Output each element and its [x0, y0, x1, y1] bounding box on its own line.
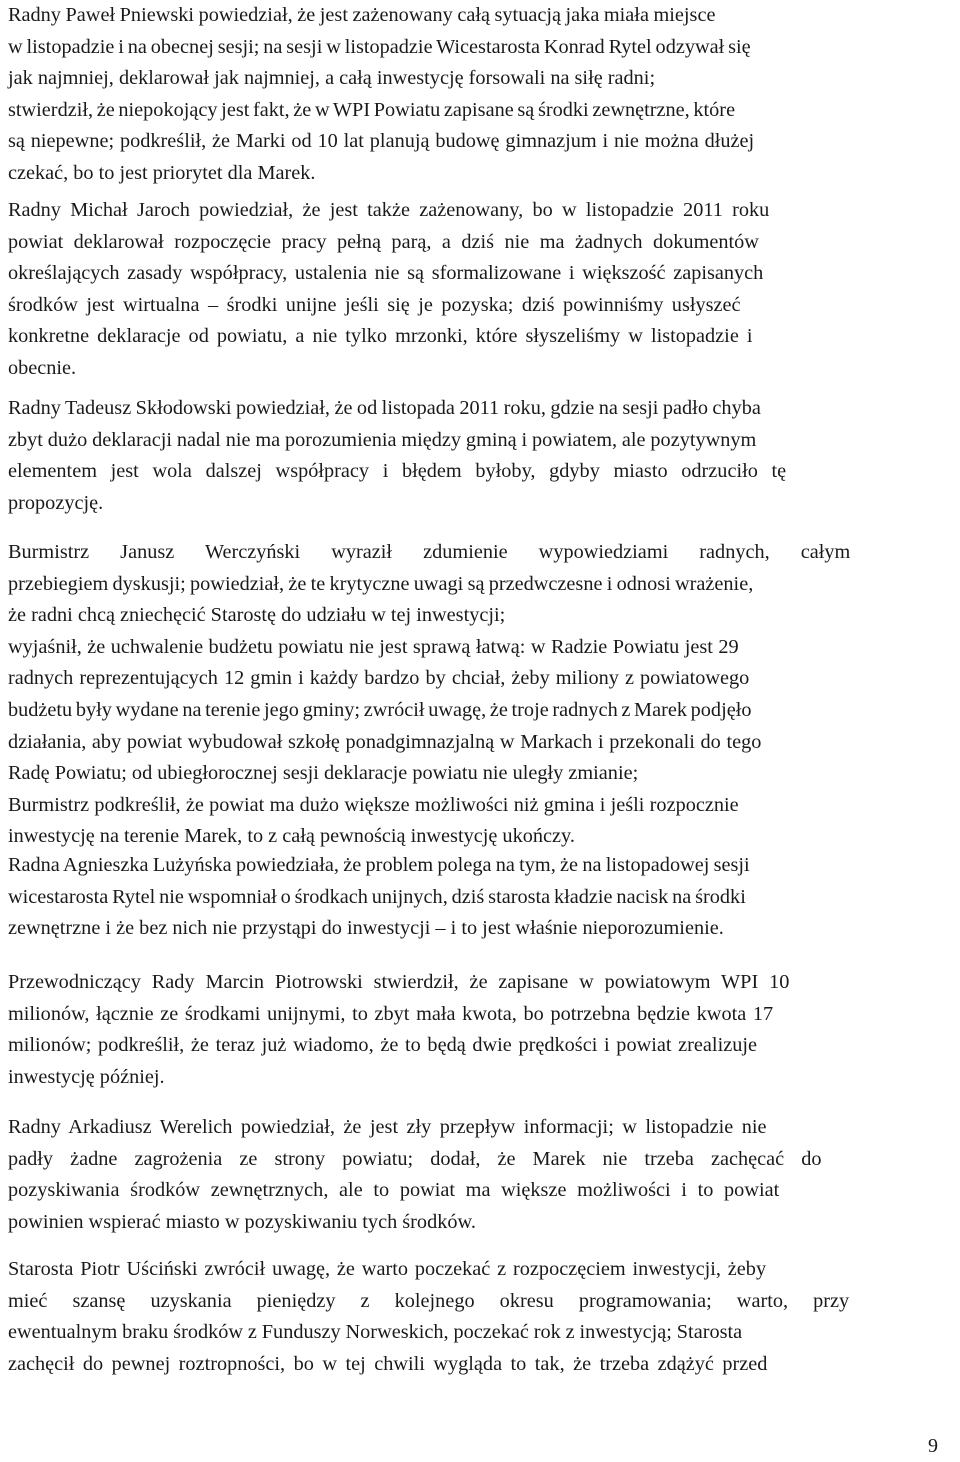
text-line: Radny Tadeusz Skłodowski powiedział, że od listopada 2011 roku, gdzie na sesji padło chyba [8, 397, 761, 419]
paragraph-piotrowski [8, 967, 952, 1093]
text-line: że radni chcą zniechęcić Starostę do udziału w tej inwestycji; [8, 604, 506, 627]
text-line: zachęcił do pewnej roztropności, bo w tej chwili wygląda to tak, że trzeba zdążyć przed [8, 1352, 768, 1375]
text-line: milionów; podkreślił, że teraz już wiadomo, że to będą dwie prędkości i powiat zrealizuje [8, 1034, 757, 1057]
text-line: zbyt dużo deklaracji nadal nie ma porozumienia między gminą i powiatem, ale pozytywnym [8, 428, 757, 451]
paragraph-jaroch [8, 195, 952, 385]
text-line: są niepewne; podkreślił, że Marki od 10 lat planują budowę gimnazjum i nie można dłużej [8, 130, 755, 153]
page-number: 9 [928, 1435, 938, 1457]
paragraph-luzynska [8, 850, 952, 945]
paragraph-werczynski [8, 537, 952, 853]
text-line: konkretne deklaracje od powiatu, a nie tylko mrzonki, które słyszeliśmy w listopadzie i [8, 325, 753, 348]
text-line: Radny Paweł Pniewski powiedział, że jest zażenowany całą sytuacją jaka miała miejsce [8, 4, 716, 26]
paragraph-werelich [8, 1112, 952, 1238]
text-line: powiat deklarował rozpoczęcie pracy pełną parą, a dziś nie ma żadnych dokumentów [8, 230, 759, 253]
text-line: Przewodniczący Rady Marcin Piotrowski stwierdził, że zapisane w powiatowym WPI 10 [8, 971, 790, 993]
text-line: wyjaśnił, że uchwalenie budżetu powiatu nie jest sprawą łatwą: w Radzie Powiatu jest 29 [8, 635, 739, 658]
text-line: Starosta Piotr Uściński zwrócił uwagę, że warto poczekać z rozpoczęciem inwestycji, żeby [8, 1258, 767, 1280]
text-line: propozycję. [8, 491, 104, 514]
text-line: budżetu były wydane na terenie jego gminy; zwrócił uwagę, że troje radnych z Marek podjęło [8, 698, 752, 721]
text-line: padły żadne zagrożenia ze strony powiatu; dodał, że Marek nie trzeba zachęcać do [8, 1147, 822, 1170]
text-line: działania, aby powiat wybudował szkołę ponadgimnazjalną w Markach i przekonali do tego [8, 730, 762, 753]
text-line: przebiegiem dyskusji; powiedział, że te krytyczne uwagi są przedwczesne i odnosi wrażenie, [8, 572, 754, 595]
text-line: inwestycję później. [8, 1065, 165, 1088]
text-line: Radny Arkadiusz Werelich powiedział, że jest zły przepływ informacji; w listopadzie nie [8, 1116, 767, 1138]
text-line: Burmistrz Janusz Werczyński wyraził zdumienie wypowiedziami radnych, całym [8, 541, 851, 563]
paragraph-sklodowski [8, 393, 952, 519]
text-line: ewentualnym braku środków z Funduszy Norweskich, poczekać rok z inwestycją; Starosta [8, 1321, 743, 1344]
text-line: pozyskiwania środków zewnętrznych, ale to powiat ma większe możliwości i to powiat [8, 1179, 780, 1202]
paragraph-uscinski [8, 1254, 952, 1380]
text-line: Radna Agnieszka Lużyńska powiedziała, że problem polega na tym, że na listopadowej sesji [8, 854, 750, 876]
text-line: milionów, łącznie ze środkami unijnymi, to zbyt mała kwota, bo potrzebna będzie kwota 17 [8, 1002, 774, 1025]
text-line: elementem jest wola dalszej współpracy i błędem byłoby, gdyby miasto odrzuciło tę [8, 460, 787, 483]
text-line: jak najmniej, deklarował jak najmniej, a całą inwestycję forsowali na siłę radni; [8, 67, 656, 90]
text-line: wicestarosta Rytel nie wspomniał o środkach unijnych, dziś starosta kładzie nacisk na środki [8, 885, 746, 908]
text-line: środków jest wirtualna – środki unijne jeśli się je pozyska; dziś powinniśmy usłyszeć [8, 293, 741, 316]
text-line: Burmistrz podkreślił, że powiat ma dużo większe możliwości niż gmina i jeśli rozpocznie [8, 793, 739, 816]
text-line: mieć szansę uzyskania pieniędzy z kolejnego okresu programowania; warto, przy [8, 1289, 850, 1312]
text-line: inwestycję na terenie Marek, to z całą pewnością inwestycję ukończy. [8, 825, 575, 848]
text-line: zewnętrzne i że bez nich nie przystąpi do inwestycji – i to jest właśnie nieporozumienie. [8, 917, 724, 940]
paragraph-pniewski [8, 0, 952, 190]
text-line: stwierdził, że niepokojący jest fakt, że w WPI Powiatu zapisane są środki zewnętrzne, które [8, 98, 736, 121]
text-line: w listopadzie i na obecnej sesji; na sesji w listopadzie Wicestarosta Konrad Rytel odzywał się [8, 35, 751, 58]
text-line: określających zasady współpracy, ustalenia nie są sformalizowane i większość zapisanych [8, 262, 764, 285]
document-page [8, 0, 952, 1462]
text-line: Radę Powiatu; od ubiegłorocznej sesji deklaracje powiatu nie uległy zmianie; [8, 762, 639, 785]
text-line: obecnie. [8, 356, 77, 379]
text-line: czekać, bo to jest priorytet dla Marek. [8, 161, 316, 184]
text-line: Radny Michał Jaroch powiedział, że jest także zażenowany, bo w listopadzie 2011 roku [8, 199, 770, 221]
text-line: powinien wspierać miasto w pozyskiwaniu tych środków. [8, 1210, 476, 1233]
text-line: radnych reprezentujących 12 gmin i każdy bardzo by chciał, żeby miliony z powiatowego [8, 667, 750, 690]
